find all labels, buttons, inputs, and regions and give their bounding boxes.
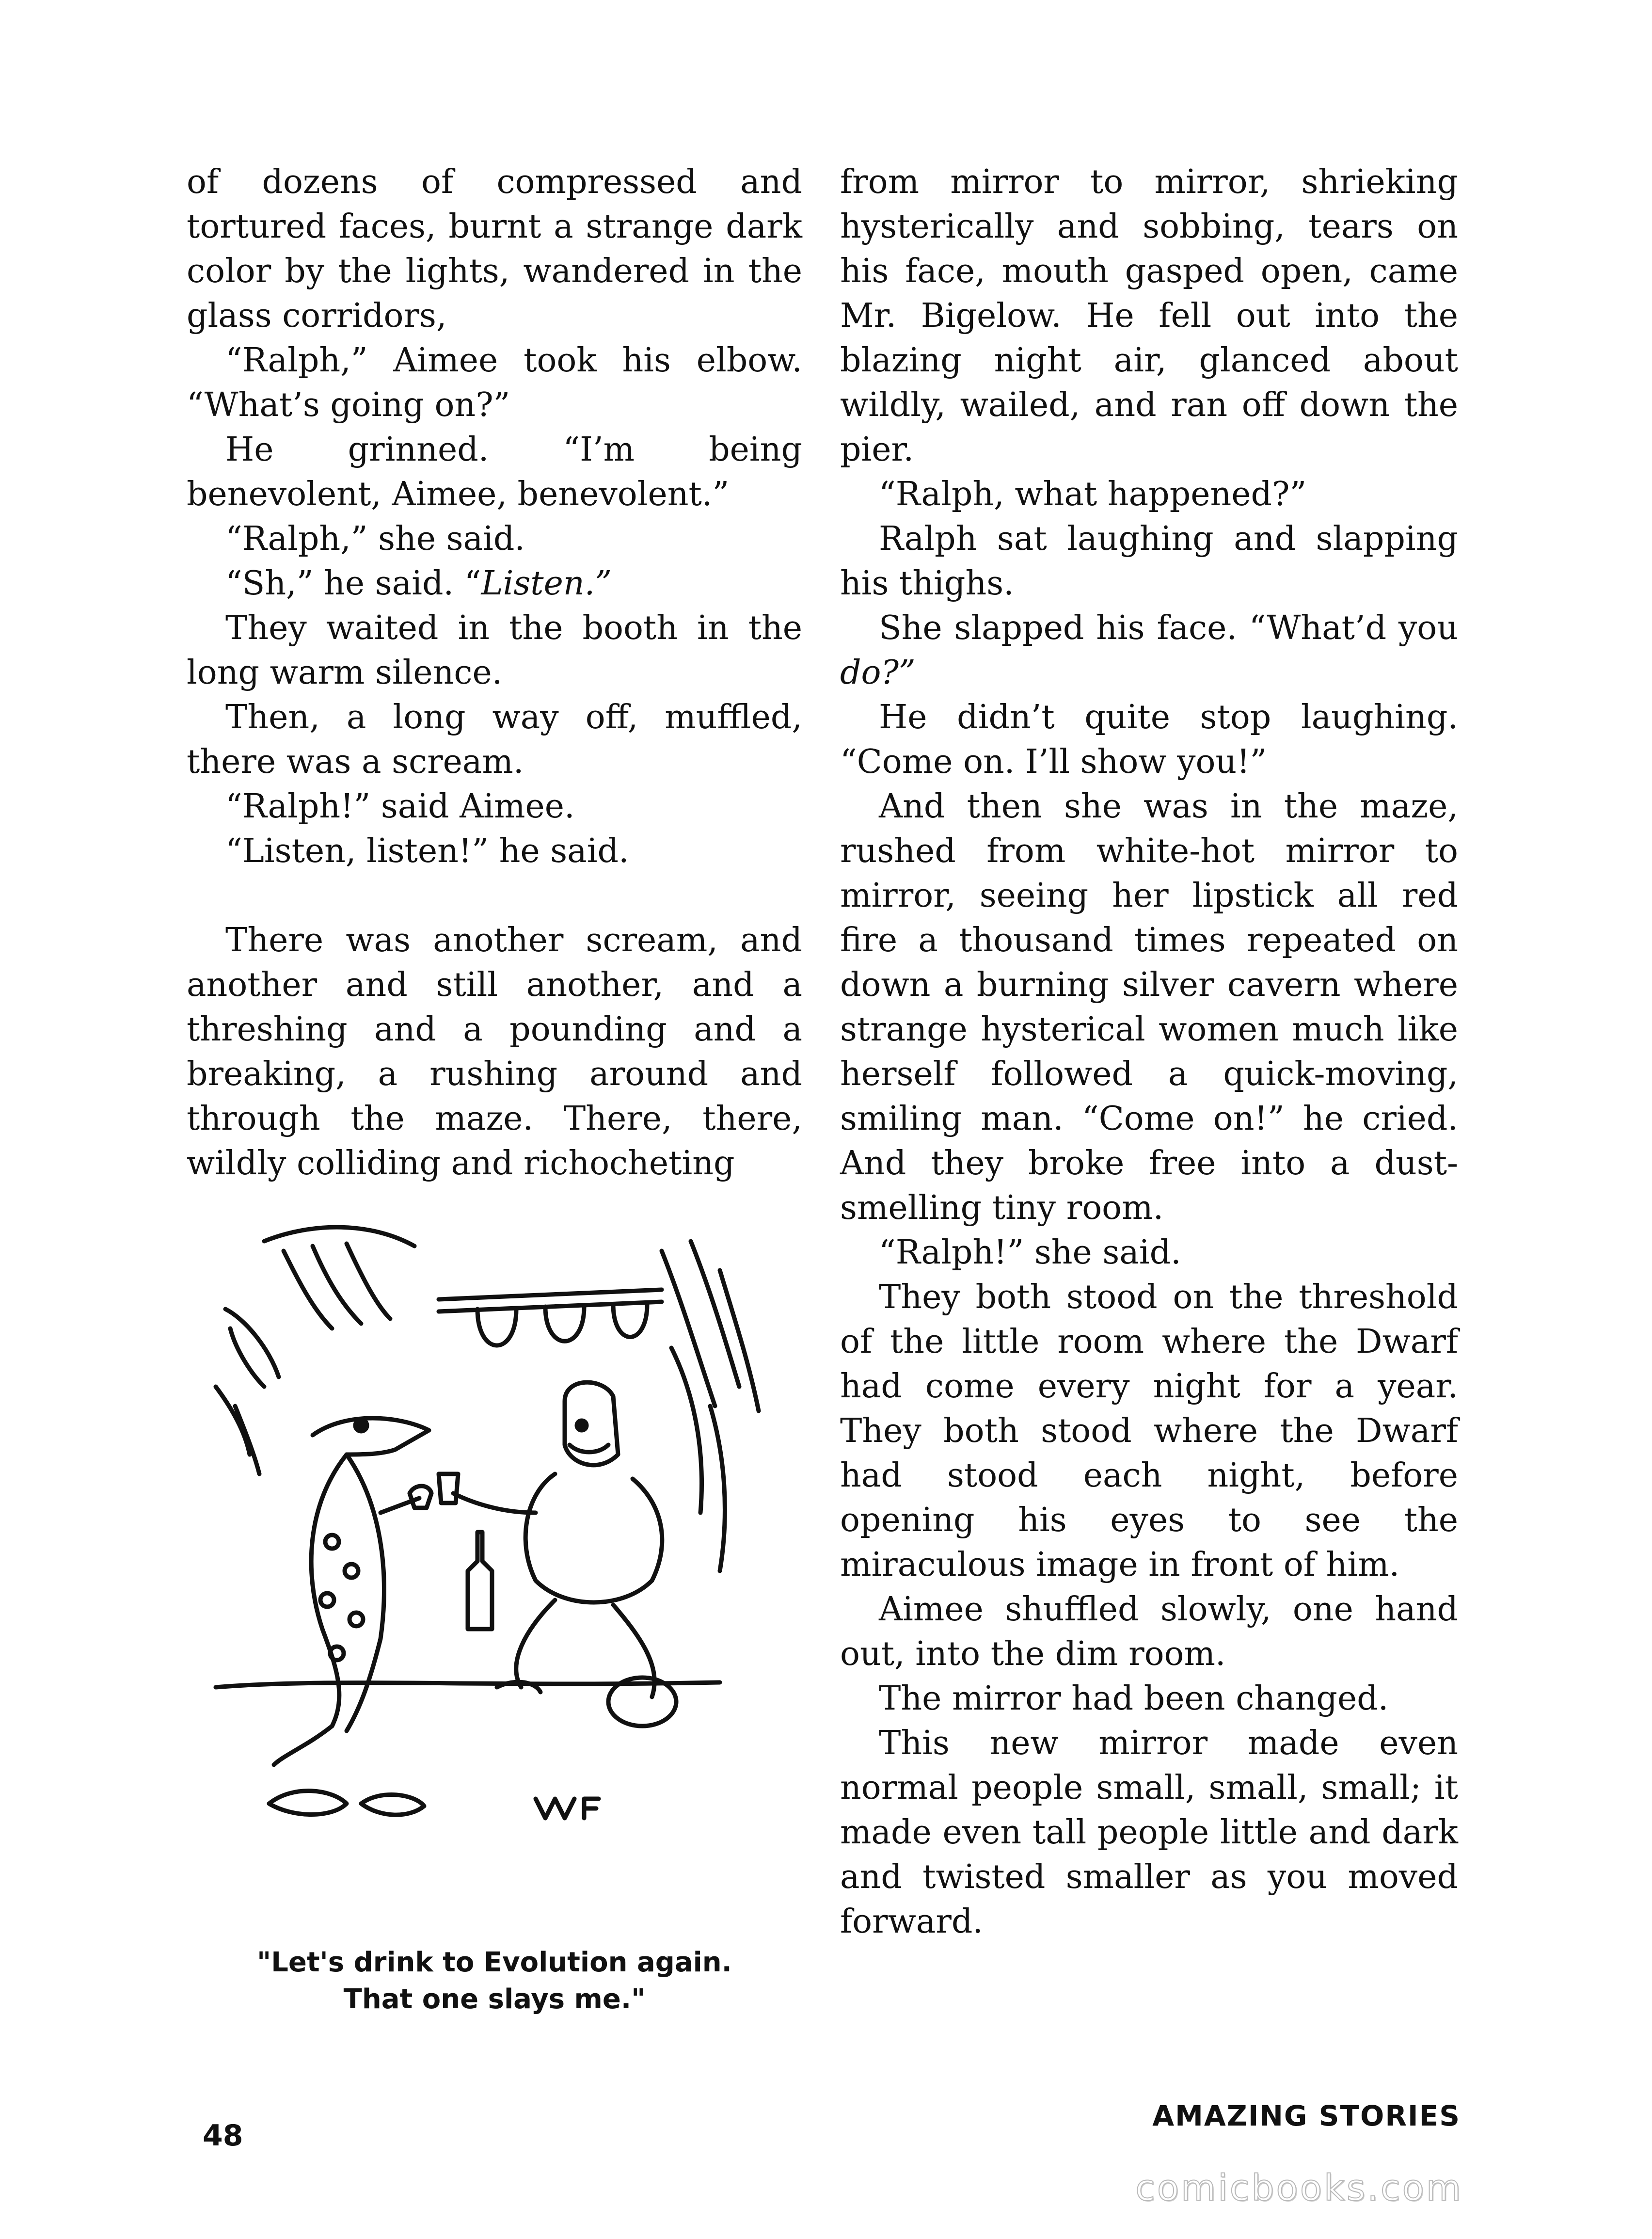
page-number: 48 bbox=[203, 2119, 243, 2153]
paragraph: He grinned. “I’m being benevolent, Aimee, benevolent.” bbox=[187, 431, 802, 513]
paragraph: The mirror had been changed. bbox=[879, 1679, 1389, 1718]
paragraph: He didn’t quite stop laughing. “Come on. I’ll show you!” bbox=[840, 698, 1458, 781]
paragraph: “Ralph!” she said. bbox=[879, 1233, 1181, 1272]
paragraph bbox=[840, 606, 1458, 695]
paragraph: There was another scream, and another and still another, and a threshing and a pounding and a breaking, a rushing around and through the maze. There, there, wildly colliding and richocheting bbox=[187, 921, 802, 1183]
left-text-column bbox=[187, 160, 802, 1186]
paragraph: Ralph sat laughing and slapping his thighs. bbox=[840, 520, 1458, 603]
cartoon-illustration bbox=[187, 1202, 817, 1939]
paragraph-text: She slapped his face. “What’d you bbox=[879, 609, 1458, 647]
italic-text: do?” bbox=[840, 654, 916, 692]
paragraph: Aimee shuffled slowly, one hand out, into the dim room. bbox=[840, 1590, 1458, 1673]
illustration-caption bbox=[187, 1944, 802, 2018]
paragraph: from mirror to mirror, shrieking hysterically and sobbing, tears on his face, mouth gasped open, came Mr. Bigelow. He fell out into the blazing night air, glanced about wildly, wailed, and ran off down the pier. bbox=[840, 163, 1458, 469]
paragraph: “Ralph,” Aimee took his elbow. “What’s going on?” bbox=[187, 341, 802, 424]
paragraph-text: “Sh,” he said. “ bbox=[225, 564, 481, 603]
paragraph: They waited in the booth in the long warm silence. bbox=[187, 609, 802, 692]
caption-line: That one slays me." bbox=[343, 1983, 646, 2015]
paragraph: “Listen, listen!” he said. bbox=[225, 832, 629, 870]
cartoon-drawing-icon bbox=[187, 1202, 817, 1939]
paragraph: This new mirror made even normal people small, small, small; it made even tall people little and dark and twisted smaller as you moved forward. bbox=[840, 1724, 1458, 1941]
paragraph: “Ralph!” said Aimee. bbox=[225, 787, 575, 826]
paragraph: And then she was in the maze, rushed from white-hot mirror to mirror, seeing her lipstick all red fire a thousand times repeated on down a burning silver cavern where strange hysterical women much like herself followed a quick-moving, smiling man. “Come on!” he cried. And they broke free into a dust-smelling tiny room. bbox=[840, 787, 1458, 1227]
paragraph: Then, a long way off, muffled, there was a scream. bbox=[187, 698, 802, 781]
paragraph: They both stood on the threshold of the little room where the Dwarf had come every night for a year. They both stood where the Dwarf had stood each night, before opening his eyes to see the miraculous image in front of him. bbox=[840, 1278, 1458, 1584]
caption-line: "Let's drink to Evolution again. bbox=[257, 1947, 732, 1978]
running-title: AMAZING STORIES bbox=[1152, 2099, 1461, 2132]
watermark: comicbooks.com bbox=[1135, 2167, 1463, 2209]
paragraph: “Ralph, what happened?” bbox=[879, 475, 1307, 513]
paragraph bbox=[187, 561, 802, 606]
paragraph: of dozens of compressed and tortured faces, burnt a strange dark color by the lights, wandered in the glass corridors, bbox=[187, 163, 802, 335]
italic-text: Listen.” bbox=[481, 564, 612, 603]
right-text-column bbox=[840, 160, 1458, 1944]
paragraph: “Ralph,” she said. bbox=[225, 520, 525, 558]
